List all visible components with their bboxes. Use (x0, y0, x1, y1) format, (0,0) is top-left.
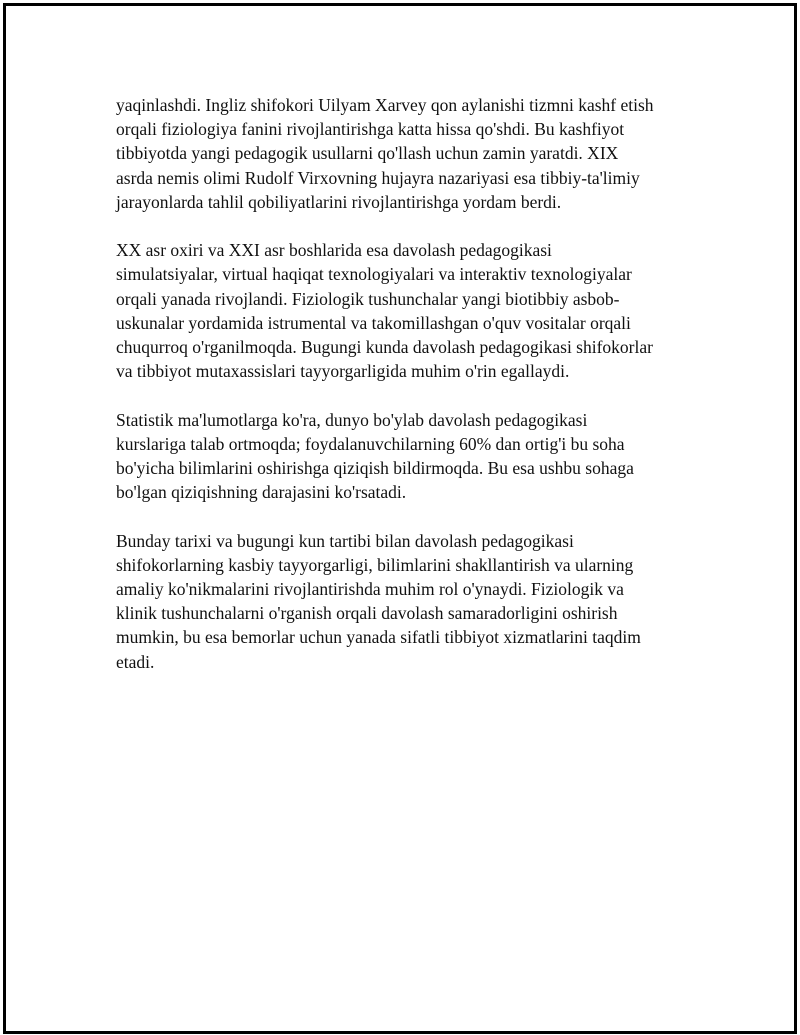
text-line: mumkin, bu esa bemorlar uchun yanada sifatli tibbiyot xizmatlarini taqdim (116, 627, 641, 648)
text-line: bo'lgan qiziqishning darajasini ko'rsatadi. (116, 482, 407, 503)
text-line: va tibbiyot mutaxassislari tayyorgarligida muhim o'rin egallaydi. (116, 361, 570, 382)
paragraph-4 (116, 529, 696, 674)
text-line: Bunday tarixi va bugungi kun tartibi bilan davolash pedagogikasi (116, 530, 574, 551)
text-line: uskunalar yordamida istrumental va takomillashgan o'quv vositalar orqali (116, 312, 631, 333)
text-line: orqali fiziologiya fanini rivojlantirishga katta hissa qo'shdi. Bu kashfiyot (116, 119, 625, 140)
text-line: asrda nemis olimi Rudolf Virxovning hujayra nazariyasi esa tibbiy-ta'limiy (116, 167, 640, 188)
text-line: XX asr oxiri va XXI asr boshlarida esa davolash pedagogikasi (116, 240, 552, 261)
text-line: klinik tushunchalarni o'rganish orqali davolash samaradorligini oshirish (116, 603, 618, 624)
text-line: bo'yicha bilimlarini oshirishga qiziqish bildirmoqda. Bu esa ushbu sohaga (116, 458, 634, 479)
text-line: amaliy ko'nikmalarini rivojlantirishda muhim rol o'ynaydi. Fiziologik va (116, 579, 624, 600)
text-line: orqali yanada rivojlandi. Fiziologik tushunchalar yangi biotibbiy asbob- (116, 288, 620, 309)
text-line: Statistik ma'lumotlarga ko'ra, dunyo bo'ylab davolash pedagogikasi (116, 409, 588, 430)
text-line: chuqurroq o'rganilmoqda. Bugungi kunda davolash pedagogikasi shifokorlar (116, 337, 653, 358)
text-line: yaqinlashdi. Ingliz shifokori Uilyam Xarvey qon aylanishi tizmni kashf etish (116, 95, 654, 115)
text-line: simulatsiyalar, virtual haqiqat texnologiyalari va interaktiv texnologiyalar (116, 264, 632, 285)
document-body (116, 93, 696, 698)
paragraph-1 (116, 93, 696, 214)
paragraph-2 (116, 238, 696, 383)
text-line: tibbiyotda yangi pedagogik usullarni qo'llash uchun zamin yaratdi. XIX (116, 143, 619, 164)
text-line: shifokorlarning kasbiy tayyorgarligi, bilimlarini shakllantirish va ularning (116, 554, 634, 575)
text-line: etadi. (116, 651, 155, 672)
text-line: kurslariga talab ortmoqda; foydalanuvchilarning 60% dan ortig'i bu soha (116, 433, 625, 454)
text-line: jarayonlarda tahlil qobiliyatlarini rivojlantirishga yordam berdi. (116, 191, 562, 212)
paragraph-3 (116, 408, 696, 505)
